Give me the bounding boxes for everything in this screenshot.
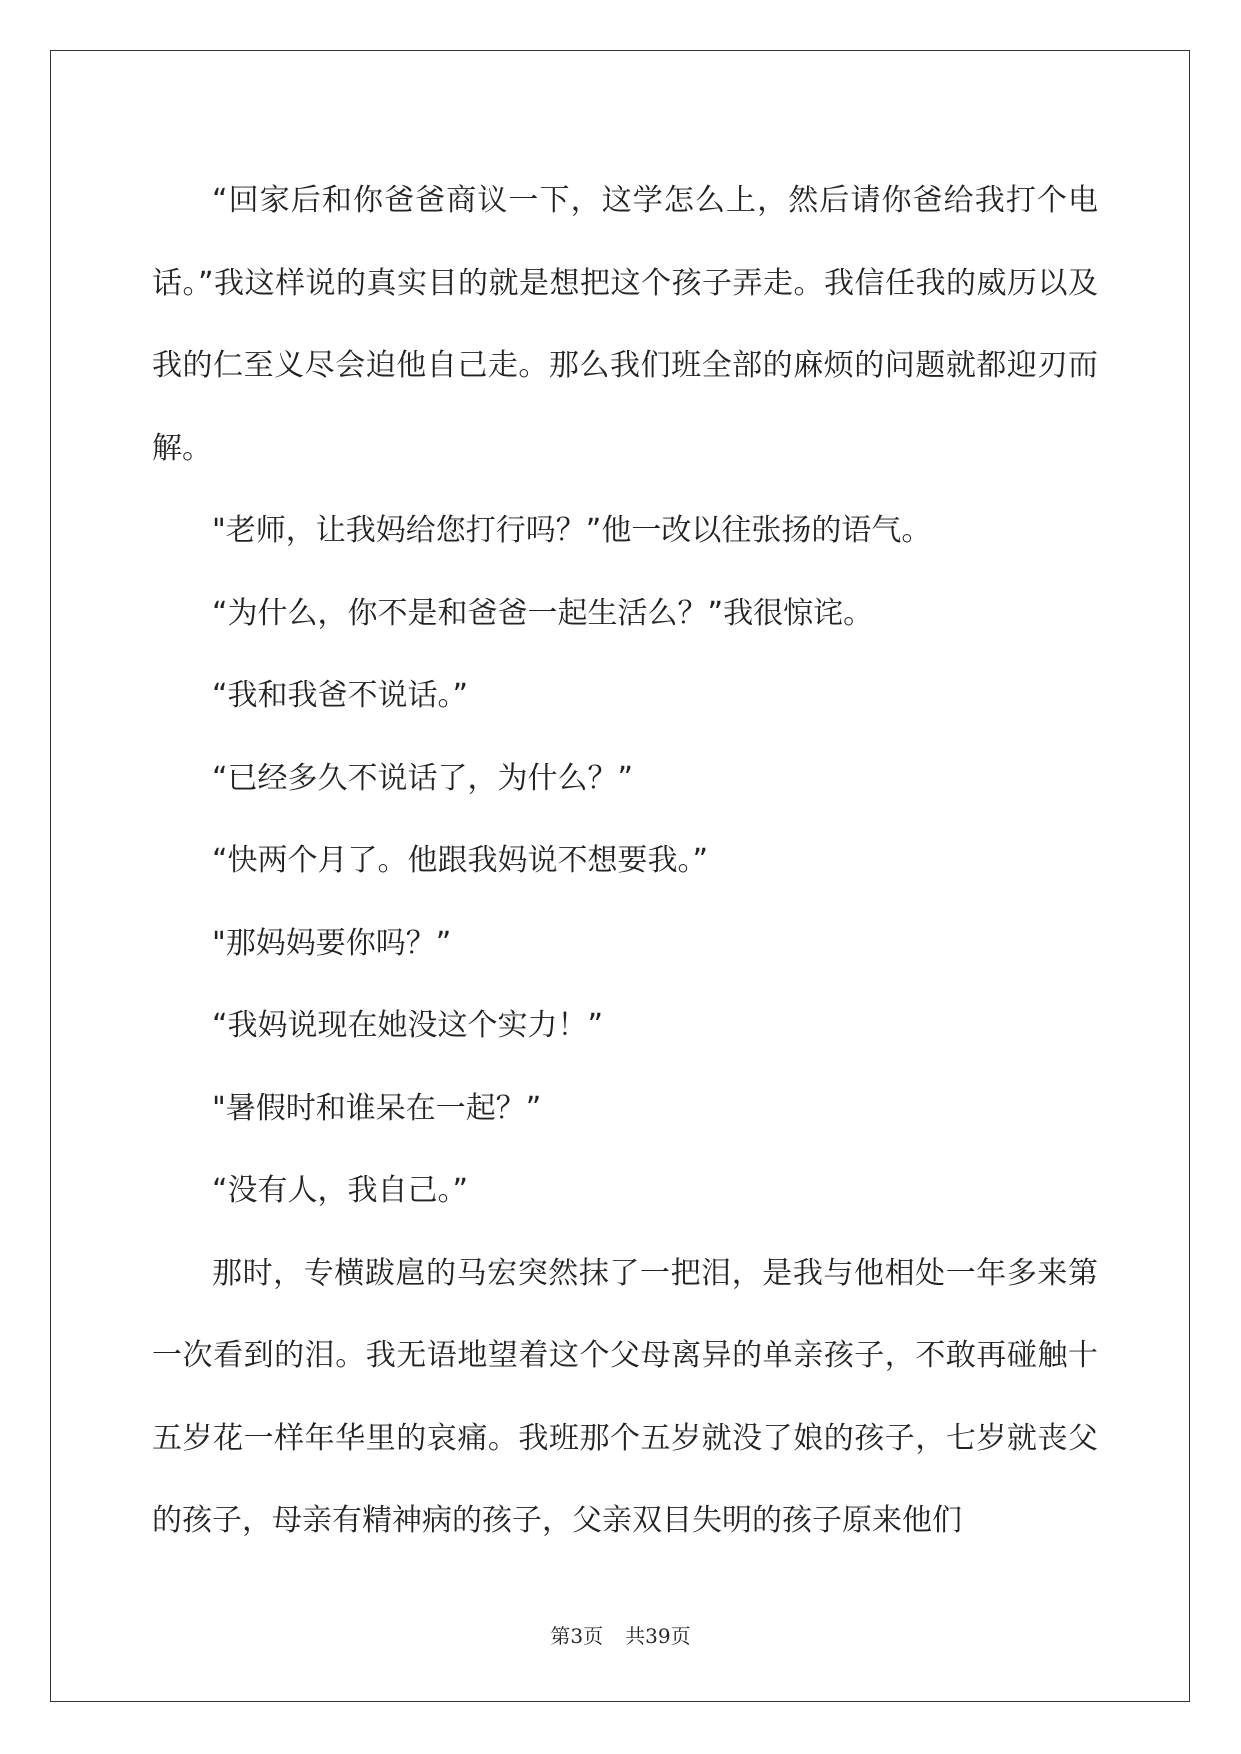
- paragraph: “我和我爸不说话。”: [212, 678, 469, 713]
- paragraph: "老师，让我妈给您打行吗？”他一改以往张扬的语气。: [212, 513, 932, 548]
- page-number: 第3页: [550, 1624, 604, 1648]
- paragraph: “回家后和你爸爸商议一下，这学怎么上，然后请你爸给我打个电话。”我这样说的真实目的就是想把这个孩子弄走。我信任我的威历以及我的仁至义尽会迫他自己走。那么我们班全部的麻烦的问题就都迎刃而解。: [152, 183, 1098, 466]
- paragraph: 那时，专横跋扈的马宏突然抹了一把泪，是我与他相处一年多来第一次看到的泪。我无语地望着这个父母离异的单亲孩子，不敢再碰触十五岁花一样年华里的哀痛。我班那个五岁就没了娘的孩子，七岁就丧父的孩子，母亲有精神病的孩子，父亲双目失明的孩子原来他们: [152, 1255, 1098, 1538]
- page-total: 共39页: [625, 1624, 691, 1648]
- paragraph: “没有人，我自己。”: [212, 1173, 469, 1208]
- paragraph: “我妈说现在她没这个实力！”: [212, 1008, 604, 1043]
- page-footer: [0, 1620, 1241, 1649]
- document-body: [152, 160, 1098, 1563]
- paragraph: "那妈妈要你吗？”: [212, 925, 452, 961]
- paragraph: “快两个月了。他跟我妈说不想要我。”: [212, 843, 709, 878]
- paragraph: “已经多久不说话了，为什么？”: [212, 760, 634, 796]
- paragraph: "暑假时和谁呆在一起？”: [212, 1090, 542, 1126]
- paragraph: “为什么，你不是和爸爸一起生活么？”我很惊诧。: [212, 595, 874, 631]
